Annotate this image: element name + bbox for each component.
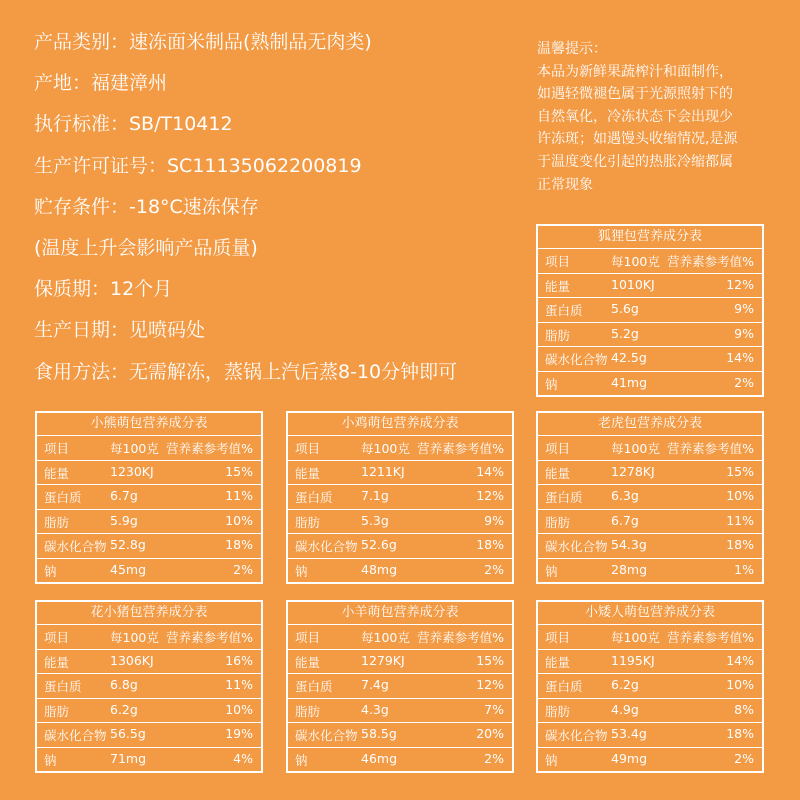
table-title: 小鸡萌包营养成分表 <box>288 413 512 436</box>
table-row <box>288 748 512 772</box>
table-row <box>37 534 261 559</box>
cell-per100g: 每100克 <box>361 630 410 645</box>
table-header-row <box>538 625 762 650</box>
shelf-life: 保质期：12个月 <box>34 278 173 301</box>
cell-nrv: 营养素参考值% <box>166 630 253 645</box>
tip-line: 正常现象 <box>537 176 593 193</box>
cell-per100g: 6.2g <box>110 701 138 717</box>
cell-item: 碳水化合物 <box>44 728 107 743</box>
cell-nrv: 10% <box>726 677 754 692</box>
table-title: 老虎包营养成分表 <box>538 413 762 436</box>
cell-item: 脂肪 <box>545 327 571 343</box>
cell-item: 脂肪 <box>295 514 321 530</box>
cell-nrv: 9% <box>484 512 504 528</box>
cell-item: 碳水化合物 <box>44 539 107 554</box>
cell-per100g: 1010KJ <box>611 276 655 292</box>
cell-per100g: 5.9g <box>110 512 138 528</box>
table-row <box>37 485 261 510</box>
table-row <box>37 650 261 675</box>
cell-nrv: 12% <box>726 276 754 292</box>
table-row <box>37 559 261 583</box>
product-category: 产品类别：速冻面米制品(熟制品无肉类) <box>34 31 372 53</box>
cell-nrv: 营养素参考值% <box>667 254 754 269</box>
cell-per100g: 49mg <box>611 750 648 766</box>
cell-nrv: 9% <box>734 325 754 341</box>
cell-item: 蛋白质 <box>545 303 583 318</box>
cell-nrv: 2% <box>484 750 504 766</box>
cell-item: 能量 <box>545 278 571 294</box>
cell-nrv: 10% <box>225 701 253 717</box>
cell-item: 碳水化合物 <box>295 539 358 554</box>
table-row <box>538 298 762 323</box>
table-row <box>288 559 512 583</box>
table-row <box>288 461 512 486</box>
cell-item: 能量 <box>295 465 321 481</box>
table-row <box>288 699 512 724</box>
tip-line: 如遇轻微褪色属于光源照射下的 <box>537 86 733 103</box>
origin: 产地：福建漳州 <box>34 72 168 95</box>
table-row <box>538 699 762 724</box>
cell-item: 脂肪 <box>44 514 70 530</box>
table-row <box>538 372 762 396</box>
table-row <box>37 748 261 772</box>
table-header-row <box>37 625 261 650</box>
license-number: 生产许可证号：SC11135062200819 <box>34 154 362 177</box>
table-row <box>37 674 261 699</box>
cell-per100g: 6.8g <box>110 677 138 692</box>
table-title: 小羊萌包营养成分表 <box>288 602 512 625</box>
cell-per100g: 46mg <box>361 750 398 766</box>
cell-item: 能量 <box>44 654 70 670</box>
cell-item: 能量 <box>545 465 571 481</box>
cell-nrv: 9% <box>734 301 754 316</box>
cell-nrv: 18% <box>225 537 253 552</box>
cell-per100g: 每100克 <box>611 441 660 456</box>
cell-nrv: 19% <box>225 726 253 741</box>
table-title: 小熊萌包营养成分表 <box>37 413 261 436</box>
cell-nrv: 11% <box>726 512 754 528</box>
cell-per100g: 1230KJ <box>110 463 154 479</box>
table-row <box>538 323 762 348</box>
cell-per100g: 7.1g <box>361 488 389 503</box>
tip-line: 本品为新鲜果蔬榨汁和面制作， <box>537 63 733 80</box>
cell-item: 钠 <box>545 752 558 768</box>
cell-item: 项目 <box>44 441 70 456</box>
table-header-row <box>37 436 261 461</box>
cell-per100g: 56.5g <box>110 726 146 741</box>
table-header-row <box>538 249 762 274</box>
cell-per100g: 每100克 <box>110 441 159 456</box>
cell-nrv: 16% <box>225 652 253 668</box>
cell-nrv: 14% <box>726 652 754 668</box>
table-row <box>37 699 261 724</box>
cell-nrv: 12% <box>476 488 504 503</box>
nutrition-table-dwarf <box>536 600 764 773</box>
nutrition-table-bear <box>35 411 263 584</box>
table-row <box>538 461 762 486</box>
cell-nrv: 4% <box>233 750 253 766</box>
cell-per100g: 每100克 <box>110 630 159 645</box>
table-row <box>538 650 762 675</box>
cell-per100g: 每100克 <box>611 254 660 269</box>
production-date: 生产日期：见喷码处 <box>34 319 206 342</box>
table-title: 狐狸包营养成分表 <box>538 226 762 249</box>
table-row <box>538 510 762 535</box>
cell-per100g: 42.5g <box>611 350 647 365</box>
product-info <box>34 32 534 403</box>
table-row <box>288 650 512 675</box>
table-title: 花小猪包营养成分表 <box>37 602 261 625</box>
table-title: 小矮人萌包营养成分表 <box>538 602 762 625</box>
cell-per100g: 6.2g <box>611 677 639 692</box>
table-header-row <box>288 436 512 461</box>
cell-per100g: 48mg <box>361 561 398 577</box>
table-header-row <box>538 436 762 461</box>
cell-item: 项目 <box>545 630 571 645</box>
cell-item: 蛋白质 <box>44 490 82 505</box>
cell-item: 项目 <box>295 630 321 645</box>
cell-item: 项目 <box>545 441 571 456</box>
cell-item: 脂肪 <box>545 514 571 530</box>
cell-item: 脂肪 <box>295 703 321 719</box>
cell-per100g: 58.5g <box>361 726 397 741</box>
cell-per100g: 52.6g <box>361 537 397 552</box>
nutrition-table-pig <box>35 600 263 773</box>
table-row <box>538 485 762 510</box>
cell-per100g: 6.7g <box>110 488 138 503</box>
nutrition-table-tiger <box>536 411 764 584</box>
table-header-row <box>288 625 512 650</box>
usage-method: 食用方法：无需解冻，蒸锅上汽后蒸8-10分钟即可 <box>34 360 458 383</box>
cell-per100g: 6.7g <box>611 512 639 528</box>
cell-item: 项目 <box>295 441 321 456</box>
table-row <box>37 723 261 748</box>
cell-nrv: 2% <box>233 561 253 577</box>
table-row <box>538 274 762 299</box>
cell-per100g: 6.3g <box>611 488 639 503</box>
table-row <box>288 485 512 510</box>
cell-nrv: 营养素参考值% <box>417 441 504 456</box>
cell-nrv: 营养素参考值% <box>667 630 754 645</box>
cell-item: 项目 <box>44 630 70 645</box>
cell-item: 能量 <box>295 654 321 670</box>
cell-per100g: 28mg <box>611 561 648 577</box>
cell-nrv: 营养素参考值% <box>166 441 253 456</box>
table-row <box>37 510 261 535</box>
cell-nrv: 2% <box>484 561 504 577</box>
cell-item: 钠 <box>44 752 57 768</box>
cell-per100g: 41mg <box>611 374 648 390</box>
cell-item: 钠 <box>295 752 308 768</box>
cell-item: 蛋白质 <box>295 490 333 505</box>
cell-nrv: 10% <box>225 512 253 528</box>
cell-per100g: 1211KJ <box>361 463 405 479</box>
cell-nrv: 18% <box>726 726 754 741</box>
cell-per100g: 54.3g <box>611 537 647 552</box>
cell-per100g: 53.4g <box>611 726 647 741</box>
cell-nrv: 20% <box>476 726 504 741</box>
table-row <box>538 748 762 772</box>
cell-item: 蛋白质 <box>545 679 583 694</box>
cell-nrv: 8% <box>734 701 754 717</box>
tip-line: 于温度变化引起的热胀冷缩都属 <box>537 153 733 170</box>
cell-nrv: 2% <box>734 374 754 390</box>
table-row <box>538 559 762 583</box>
table-row <box>288 510 512 535</box>
table-row <box>538 723 762 748</box>
cell-nrv: 14% <box>476 463 504 479</box>
cell-per100g: 5.6g <box>611 301 639 316</box>
cell-per100g: 52.8g <box>110 537 146 552</box>
nutrition-table-sheep <box>286 600 514 773</box>
table-row <box>288 674 512 699</box>
cell-item: 碳水化合物 <box>295 728 358 743</box>
cell-item: 钠 <box>295 563 308 579</box>
storage-condition: 贮存条件：-18°C速冻保存 <box>34 195 259 218</box>
cell-nrv: 15% <box>476 652 504 668</box>
cell-item: 碳水化合物 <box>545 539 608 554</box>
cell-per100g: 每100克 <box>611 630 660 645</box>
cell-nrv: 11% <box>225 677 253 692</box>
cell-item: 碳水化合物 <box>545 352 608 367</box>
cell-nrv: 15% <box>225 463 253 479</box>
tip-line: 自然氧化，冷冻状态下会出现少 <box>537 108 733 125</box>
nutrition-table-chick <box>286 411 514 584</box>
cell-nrv: 2% <box>734 750 754 766</box>
table-row <box>538 674 762 699</box>
cell-nrv: 7% <box>484 701 504 717</box>
cell-per100g: 1279KJ <box>361 652 405 668</box>
table-row <box>288 534 512 559</box>
cell-item: 项目 <box>545 254 571 269</box>
cell-nrv: 18% <box>476 537 504 552</box>
cell-item: 碳水化合物 <box>545 728 608 743</box>
cell-per100g: 4.9g <box>611 701 639 717</box>
cell-per100g: 71mg <box>110 750 147 766</box>
nutrition-table-fox <box>536 224 764 397</box>
cell-per100g: 每100克 <box>361 441 410 456</box>
table-row <box>37 461 261 486</box>
cell-item: 钠 <box>545 563 558 579</box>
cell-per100g: 1306KJ <box>110 652 154 668</box>
cell-per100g: 45mg <box>110 561 147 577</box>
warm-tip <box>537 38 782 196</box>
table-row <box>538 347 762 372</box>
cell-item: 脂肪 <box>545 703 571 719</box>
cell-per100g: 1195KJ <box>611 652 655 668</box>
cell-item: 能量 <box>545 654 571 670</box>
cell-nrv: 18% <box>726 537 754 552</box>
cell-per100g: 1278KJ <box>611 463 655 479</box>
cell-per100g: 5.3g <box>361 512 389 528</box>
cell-item: 钠 <box>44 563 57 579</box>
cell-item: 蛋白质 <box>44 679 82 694</box>
cell-item: 脂肪 <box>44 703 70 719</box>
cell-nrv: 14% <box>726 350 754 365</box>
cell-nrv: 营养素参考值% <box>667 441 754 456</box>
cell-item: 能量 <box>44 465 70 481</box>
cell-nrv: 15% <box>726 463 754 479</box>
cell-item: 蛋白质 <box>545 490 583 505</box>
cell-per100g: 7.4g <box>361 677 389 692</box>
cell-nrv: 12% <box>476 677 504 692</box>
cell-per100g: 4.3g <box>361 701 389 717</box>
cell-per100g: 5.2g <box>611 325 639 341</box>
storage-note: (温度上升会影响产品质量) <box>34 236 258 259</box>
tip-title: 温馨提示： <box>537 41 607 57</box>
cell-nrv: 营养素参考值% <box>417 630 504 645</box>
cell-item: 蛋白质 <box>295 679 333 694</box>
cell-nrv: 10% <box>726 488 754 503</box>
cell-item: 钠 <box>545 376 558 392</box>
standard: 执行标准：SB/T10412 <box>34 113 233 136</box>
tip-line: 许冻斑；如遇馒头收缩情况,是源 <box>537 131 738 148</box>
table-row <box>288 723 512 748</box>
cell-nrv: 1% <box>734 561 754 577</box>
table-row <box>538 534 762 559</box>
cell-nrv: 11% <box>225 488 253 503</box>
